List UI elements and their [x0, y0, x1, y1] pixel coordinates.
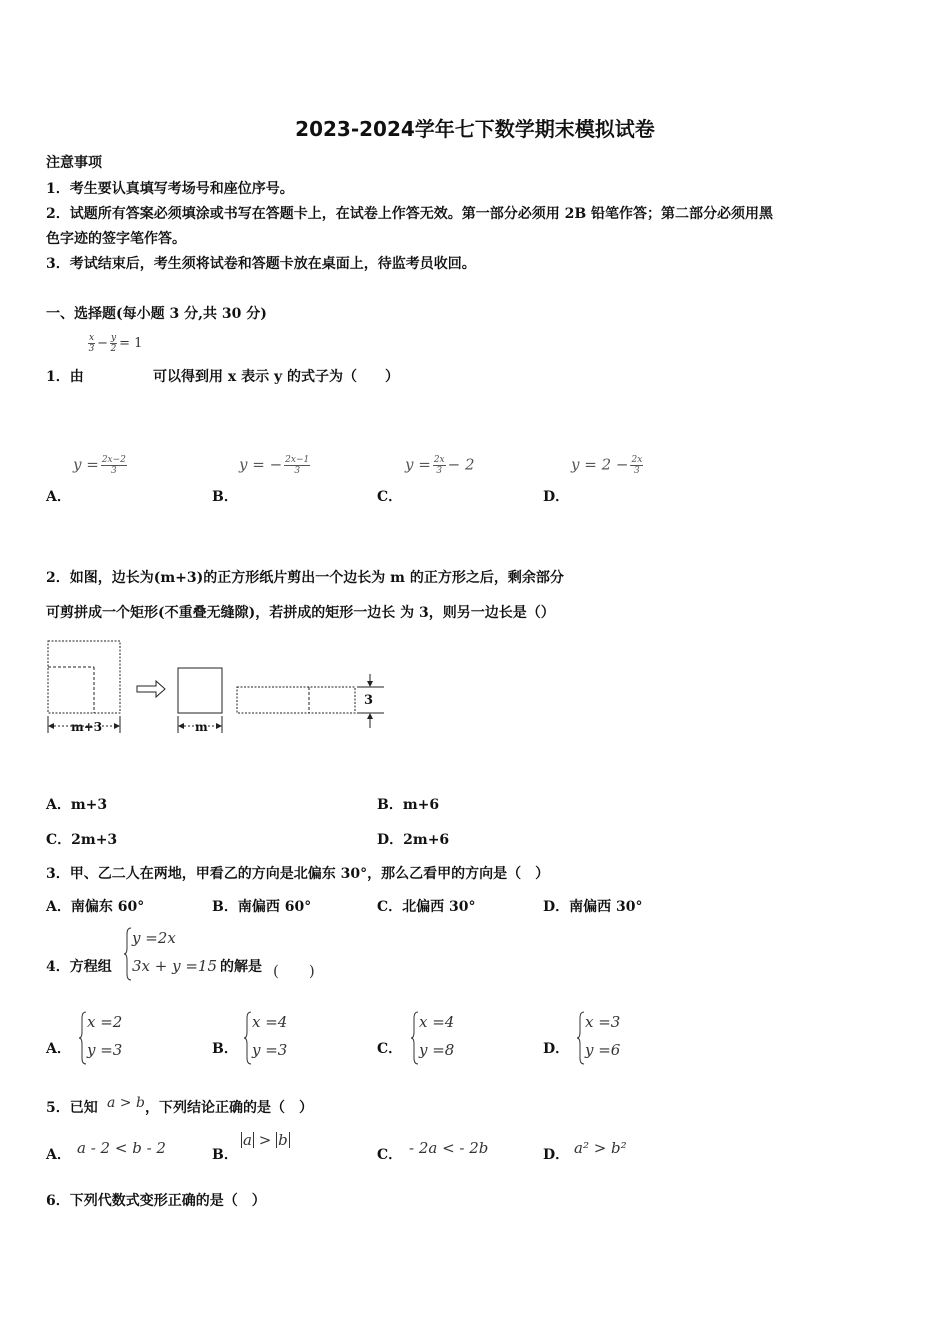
q1-b-lhs: y = − — [239, 455, 283, 474]
q1-c-num: 2x — [433, 455, 445, 465]
q4-option-b-row2: y =3 — [252, 1041, 288, 1059]
q4-option-a-row2: y =3 — [87, 1041, 123, 1059]
q4-option-c-row2: y =8 — [419, 1041, 455, 1059]
q5-option-b-label[interactable]: B． — [212, 1147, 238, 1163]
q1-stem-prefix: 1．由 — [46, 369, 84, 385]
q6-stem: 6．下列代数式变形正确的是（ ） — [46, 1193, 266, 1209]
arrow-icon — [137, 681, 165, 697]
q1-a-num: 2x−2 — [101, 455, 126, 465]
q1-c-lhs: y = — [405, 455, 431, 474]
q1-formula-den2: 2 — [110, 344, 117, 354]
q5-option-b-abs-a: a — [243, 1131, 252, 1149]
q4-option-c-row1: x =4 — [419, 1013, 455, 1031]
q5-stem-suffix: ，下列结论正确的是（ ） — [145, 1100, 313, 1116]
q1-a-lhs: y = — [73, 455, 99, 474]
q5-option-b-abs-b: b — [278, 1131, 288, 1149]
fig-label-height: 3 — [364, 693, 374, 708]
page-title: 2023-2024学年七下数学期末模拟试卷 — [295, 117, 655, 141]
q1-option-b-formula — [239, 455, 312, 476]
q5-option-a-label[interactable]: A． — [46, 1147, 71, 1163]
q5-stem-prefix: 5．已知 — [46, 1100, 98, 1116]
q1-a-den: 3 — [110, 466, 117, 476]
q4-option-d-row2: y =6 — [585, 1041, 621, 1059]
q1-option-a-formula — [73, 455, 129, 476]
q4-option-d-row1: x =3 — [585, 1013, 621, 1031]
q1-d-den: 3 — [634, 466, 640, 476]
q4-eq1: y =2x — [132, 929, 176, 947]
q1-formula-rhs: = 1 — [119, 336, 143, 351]
q3-option-a[interactable]: A．南偏东 60° — [46, 899, 145, 915]
big-square — [48, 641, 120, 713]
q4-option-c-system — [410, 1010, 480, 1066]
q2-option-b[interactable]: B．m+6 — [377, 797, 440, 813]
q1-option-d-label[interactable]: D． — [543, 489, 570, 505]
q3-option-b[interactable]: B．南偏西 60° — [212, 899, 312, 915]
q1-formula-den1: 3 — [88, 344, 95, 354]
section-heading: 一、选择题(每小题 3 分,共 30 分) — [46, 306, 267, 322]
q1-d-num: 2x — [631, 455, 643, 465]
q2-option-c[interactable]: C．2m+3 — [46, 832, 118, 848]
notice-item-3: 3．考试结束后，考生须将试卷和答题卡放在桌面上，待监考员收回。 — [46, 256, 476, 272]
dim-arrowhead-small-left — [178, 723, 184, 729]
dim-arrowhead-left — [48, 723, 54, 729]
dim-arrowhead-small-right — [216, 723, 222, 729]
q4-option-d-label[interactable]: D． — [543, 1041, 570, 1057]
q4-option-a-label[interactable]: A． — [46, 1041, 71, 1057]
q1-b-num: 2x−1 — [285, 455, 310, 465]
q5-option-d-expr: a² > b² — [574, 1139, 627, 1157]
q3-stem: 3．甲、乙二人在两地，甲看乙的方向是北偏东 30°，那么乙看甲的方向是（ ） — [46, 866, 550, 882]
q1-c-den: 3 — [436, 466, 443, 476]
q1-option-a-label[interactable]: A． — [46, 489, 71, 505]
dim-arrowhead-top — [367, 681, 373, 687]
q3-option-d[interactable]: D．南偏西 30° — [543, 899, 643, 915]
notice-item-2: 2．试题所有答案必须填涂或书写在答题卡上，在试卷上作答无效。第一部分必须用 2B 铅笔作答；第二部分必须用黑 — [46, 206, 774, 222]
notice-item-2-cont: 色字迹的签字笔作答。 — [46, 231, 186, 247]
q2-figure — [44, 636, 389, 736]
fig-label-big: m+3 — [71, 720, 103, 734]
q1-option-d-formula — [571, 455, 645, 476]
q5-option-d-label[interactable]: D． — [543, 1147, 570, 1163]
fig-label-small: m — [195, 720, 208, 734]
q1-b-den: 3 — [294, 466, 301, 476]
q5-condition: a > b — [107, 1095, 145, 1111]
q2-stem-line1: 2．如图，边长为(m+3)的正方形纸片剪出一个边长为 m 的正方形之后，剩余部分 — [46, 570, 564, 586]
q1-option-c-formula — [405, 455, 475, 476]
q5-option-b-gt: > — [258, 1131, 272, 1149]
q4-option-b-system — [243, 1010, 313, 1066]
q4-option-a-row1: x =2 — [87, 1013, 123, 1031]
q4-eq2: 3x + y =15 — [132, 957, 218, 975]
q2-option-a[interactable]: A．m+3 — [46, 797, 108, 813]
q1-option-b-label[interactable]: B． — [212, 489, 238, 505]
q4-stem-suffix: 的解是 — [220, 959, 262, 975]
q2-stem-line2: 可剪拼成一个矩形(不重叠无缝隙)，若拼成的矩形一边长 为 3，则另一边长是（） — [46, 605, 555, 621]
q1-d-lhs: y = 2 − — [571, 455, 629, 474]
q4-system — [123, 926, 233, 982]
q1-formula-num2: y — [110, 333, 117, 343]
q4-option-d-system — [576, 1010, 646, 1066]
q5-option-b-expr — [241, 1131, 290, 1149]
q4-option-b-label[interactable]: B． — [212, 1041, 238, 1057]
result-rectangle — [237, 687, 355, 713]
cut-square — [178, 668, 222, 713]
q1-c-tail: − 2 — [447, 455, 475, 474]
q4-option-a-system — [78, 1010, 148, 1066]
q1-formula — [86, 333, 142, 354]
q1-formula-minus: − — [97, 336, 108, 351]
q5-option-c-label[interactable]: C． — [377, 1147, 403, 1163]
q5-option-c-expr: - 2a < - 2b — [409, 1139, 489, 1157]
q4-option-c-label[interactable]: C． — [377, 1041, 403, 1057]
notice-heading: 注意事项 — [46, 155, 102, 171]
q1-option-c-label[interactable]: C． — [377, 489, 403, 505]
q1-formula-num1: x — [89, 333, 95, 343]
q4-option-b-row1: x =4 — [252, 1013, 288, 1031]
dim-arrowhead-right — [114, 723, 120, 729]
q4-answer-paren: ( ) — [273, 962, 315, 980]
q5-option-a-expr: a - 2 < b - 2 — [77, 1139, 166, 1157]
notice-item-1: 1．考生要认真填写考场号和座位序号。 — [46, 181, 294, 197]
q3-option-c[interactable]: C．北偏西 30° — [377, 899, 476, 915]
q2-option-d[interactable]: D．2m+6 — [377, 832, 450, 848]
q1-stem: 可以得到用 x 表示 y 的式子为（ ） — [153, 369, 399, 385]
q4-stem-prefix: 4．方程组 — [46, 959, 112, 975]
dim-arrowhead-bottom — [367, 713, 373, 719]
